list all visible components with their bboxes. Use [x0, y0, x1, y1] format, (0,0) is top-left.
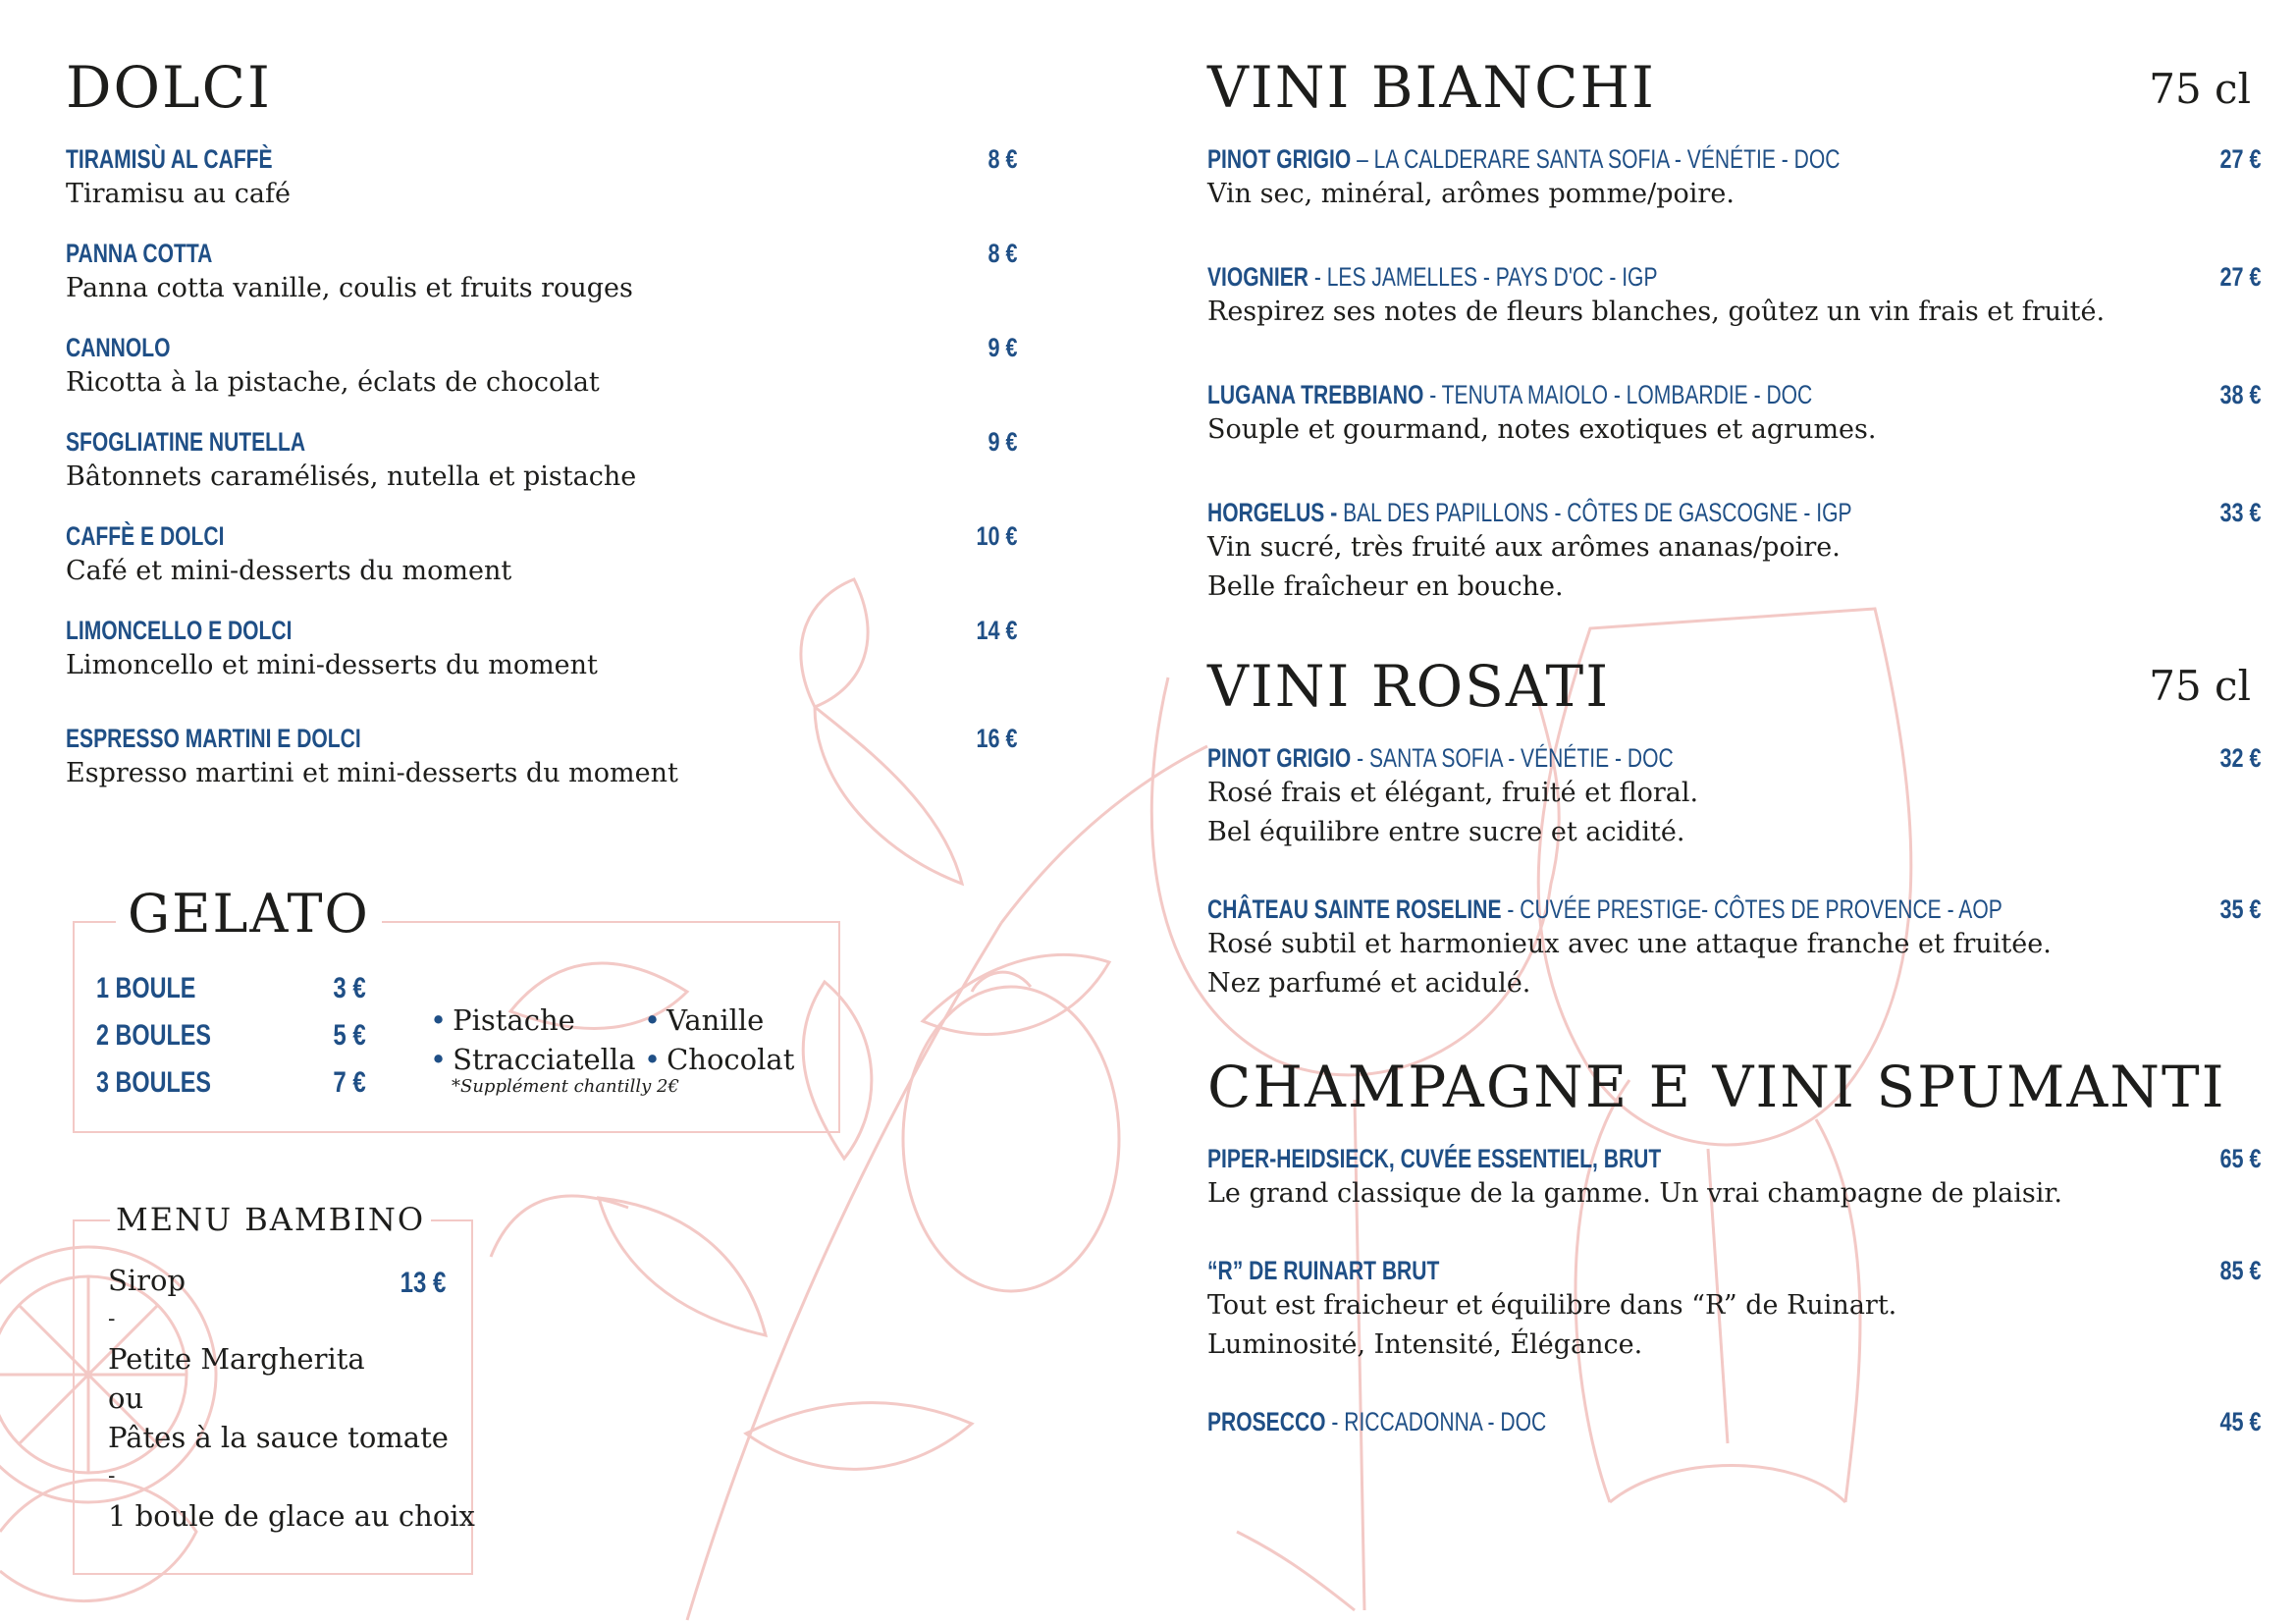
item-desc: Café et mini-desserts du moment	[66, 556, 512, 586]
item-desc: Ricotta à la pistache, éclats de chocolat	[66, 367, 600, 398]
flavor-label: Chocolat	[667, 1043, 795, 1076]
item-price: 14 €	[976, 616, 1018, 645]
list-item	[1207, 143, 2262, 214]
item-name	[1207, 742, 2030, 774]
item-name: ESPRESSO MARTINI E DOLCI	[66, 724, 361, 753]
list-item	[66, 615, 1018, 685]
item-desc: Luminosité, Intensité, Élégance.	[1207, 1329, 1643, 1360]
list-item	[66, 520, 1018, 591]
wine-name: PINOT GRIGIO	[1207, 144, 1352, 174]
wine-origin: – LA CALDERARE SANTA SOFIA - VÉNÉTIE - DOC	[1351, 144, 1841, 174]
item-name	[1207, 1406, 2030, 1437]
item-name	[1207, 497, 2030, 528]
bambino-line: Sirop	[108, 1264, 187, 1297]
gelato-size-price: 3 €	[333, 972, 366, 1004]
item-price: 27 €	[2219, 144, 2262, 174]
gelato-size-price: 7 €	[333, 1066, 366, 1099]
item-desc: Nez parfumé et acidulé.	[1207, 968, 1531, 999]
gelato-flavor	[430, 1043, 636, 1076]
gelato-flavor	[430, 1003, 575, 1037]
item-price: 38 €	[2219, 380, 2262, 409]
item-price: 9 €	[988, 333, 1018, 362]
item-price: 8 €	[988, 239, 1018, 268]
gelato-size-label: 2 BOULES	[96, 1019, 212, 1052]
list-item	[1207, 497, 2262, 607]
wine-name: LUGANA TREBBIANO	[1207, 380, 1424, 409]
item-price: 45 €	[2219, 1407, 2262, 1436]
bullet-icon: •	[644, 1003, 662, 1037]
bambino-line: Pâtes à la sauce tomate	[108, 1421, 449, 1454]
wine-origin: - SANTA SOFIA - VÉNÉTIE - DOC	[1351, 743, 1674, 773]
flavor-label: Vanille	[667, 1003, 765, 1037]
item-name: LIMONCELLO E DOLCI	[66, 616, 293, 645]
item-name	[1207, 143, 2030, 175]
list-item	[1207, 742, 2262, 852]
list-item	[1207, 261, 2262, 332]
item-price: 8 €	[988, 144, 1018, 174]
item-desc: Limoncello et mini-desserts du moment	[66, 650, 598, 680]
wine-name: HORGELUS -	[1207, 498, 1338, 527]
list-item	[1207, 893, 2262, 1003]
wine-origin: - LES JAMELLES - PAYS D'OC - IGP	[1308, 262, 1658, 292]
gelato-note: *Supplément chantilly 2€	[452, 1076, 679, 1097]
list-item	[66, 723, 1018, 793]
item-desc: Respirez ses notes de fleurs blanches, goûtez un vin frais et fruité.	[1207, 297, 2106, 327]
bambino-line: Petite Margherita	[108, 1342, 365, 1376]
item-desc: Rosé subtil et harmonieux avec une attaque franche et fruitée.	[1207, 929, 2052, 959]
item-desc: Bel équilibre entre sucre et acidité.	[1207, 817, 1685, 847]
item-desc: Rosé frais et élégant, fruité et floral.	[1207, 778, 1699, 808]
item-name	[1207, 379, 2030, 410]
wine-origin: - TENUTA MAIOLO - LOMBARDIE - DOC	[1423, 380, 1813, 409]
bullet-icon: •	[430, 1003, 448, 1037]
list-item	[1207, 379, 2262, 450]
bambino-line: ou	[108, 1381, 144, 1415]
item-price: 9 €	[988, 427, 1018, 457]
item-name: CANNOLO	[66, 333, 171, 362]
wine-name: PINOT GRIGIO	[1207, 743, 1352, 773]
item-price: 65 €	[2219, 1144, 2262, 1173]
gelato-size-label: 1 BOULE	[96, 972, 196, 1004]
vini-bianchi-title: VINI BIANCHI	[1207, 54, 1656, 121]
wine-origin: - RICCADONNA - DOC	[1325, 1407, 1547, 1436]
wine-name: PROSECCO	[1207, 1407, 1326, 1436]
list-item	[1207, 1143, 2262, 1214]
list-item	[1207, 1255, 2262, 1365]
item-price: 85 €	[2219, 1256, 2262, 1285]
item-name	[1207, 893, 2030, 925]
list-item	[66, 426, 1018, 497]
list-item	[1207, 1406, 2262, 1437]
item-price: 33 €	[2219, 498, 2262, 527]
wine-name: “R” DE RUINART BRUT	[1207, 1256, 1440, 1285]
item-price: 27 €	[2219, 262, 2262, 292]
gelato-size-label: 3 BOULES	[96, 1066, 212, 1099]
bambino-line: -	[108, 1464, 116, 1489]
item-name: PANNA COTTA	[66, 239, 213, 268]
bambino-line: 1 boule de glace au choix	[108, 1499, 475, 1533]
bambino-price: 13 €	[400, 1267, 446, 1299]
wine-origin: BAL DES PAPILLONS - CÔTES DE GASCOGNE - IGP	[1337, 498, 1852, 527]
item-name	[1207, 1255, 2030, 1286]
gelato-flavor	[644, 1003, 764, 1037]
item-price: 32 €	[2219, 743, 2262, 773]
bambino-title: MENU BAMBINO	[110, 1204, 431, 1235]
item-name: TIRAMISÙ AL CAFFÈ	[66, 144, 273, 174]
item-desc: Belle fraîcheur en bouche.	[1207, 571, 1564, 602]
volume-label: 75 cl	[2149, 65, 2251, 113]
item-name: SFOGLIATINE NUTELLA	[66, 427, 306, 457]
item-price: 10 €	[976, 521, 1018, 551]
item-desc: Vin sec, minéral, arômes pomme/poire.	[1207, 179, 1735, 209]
bambino-line: -	[108, 1307, 116, 1331]
item-name	[1207, 1143, 2030, 1174]
item-name	[1207, 261, 2030, 293]
wine-name: PIPER-HEIDSIECK, CUVÉE ESSENTIEL, BRUT	[1207, 1144, 1662, 1173]
item-desc: Le grand classique de la gamme. Un vrai champagne de plaisir.	[1207, 1178, 2062, 1209]
wine-origin: - CUVÉE PRESTIGE- CÔTES DE PROVENCE - AOP	[1501, 894, 2002, 924]
item-desc: Tout est fraicheur et équilibre dans “R” de Ruinart.	[1207, 1290, 1897, 1321]
wine-name: VIOGNIER	[1207, 262, 1308, 292]
item-price: 16 €	[976, 724, 1018, 753]
list-item	[66, 332, 1018, 403]
bullet-icon: •	[430, 1043, 448, 1076]
flavor-label: Pistache	[453, 1003, 575, 1037]
item-desc: Espresso martini et mini-desserts du moment	[66, 758, 678, 788]
item-name: CAFFÈ E DOLCI	[66, 521, 225, 551]
item-desc: Bâtonnets caramélisés, nutella et pistache	[66, 461, 637, 492]
wine-name: CHÂTEAU SAINTE ROSELINE	[1207, 894, 1502, 924]
item-desc: Souple et gourmand, notes exotiques et agrumes.	[1207, 414, 1877, 445]
gelato-title: GELATO	[116, 888, 382, 941]
gelato-flavor	[644, 1043, 794, 1076]
flavor-label: Stracciatella	[453, 1043, 636, 1076]
list-item	[66, 143, 1018, 214]
item-desc: Vin sucré, très fruité aux arômes ananas/poire.	[1207, 532, 1841, 563]
list-item	[66, 238, 1018, 308]
vini-rosati-title: VINI ROSATI	[1207, 653, 1611, 720]
champagne-title: CHAMPAGNE E VINI SPUMANTI	[1207, 1054, 2226, 1120]
item-desc: Panna cotta vanille, coulis et fruits rouges	[66, 273, 633, 303]
gelato-size-price: 5 €	[333, 1019, 366, 1052]
bullet-icon: •	[644, 1043, 662, 1076]
volume-label: 75 cl	[2149, 662, 2251, 710]
item-desc: Tiramisu au café	[66, 179, 291, 209]
dolci-title: DOLCI	[66, 54, 272, 121]
item-price: 35 €	[2219, 894, 2262, 924]
